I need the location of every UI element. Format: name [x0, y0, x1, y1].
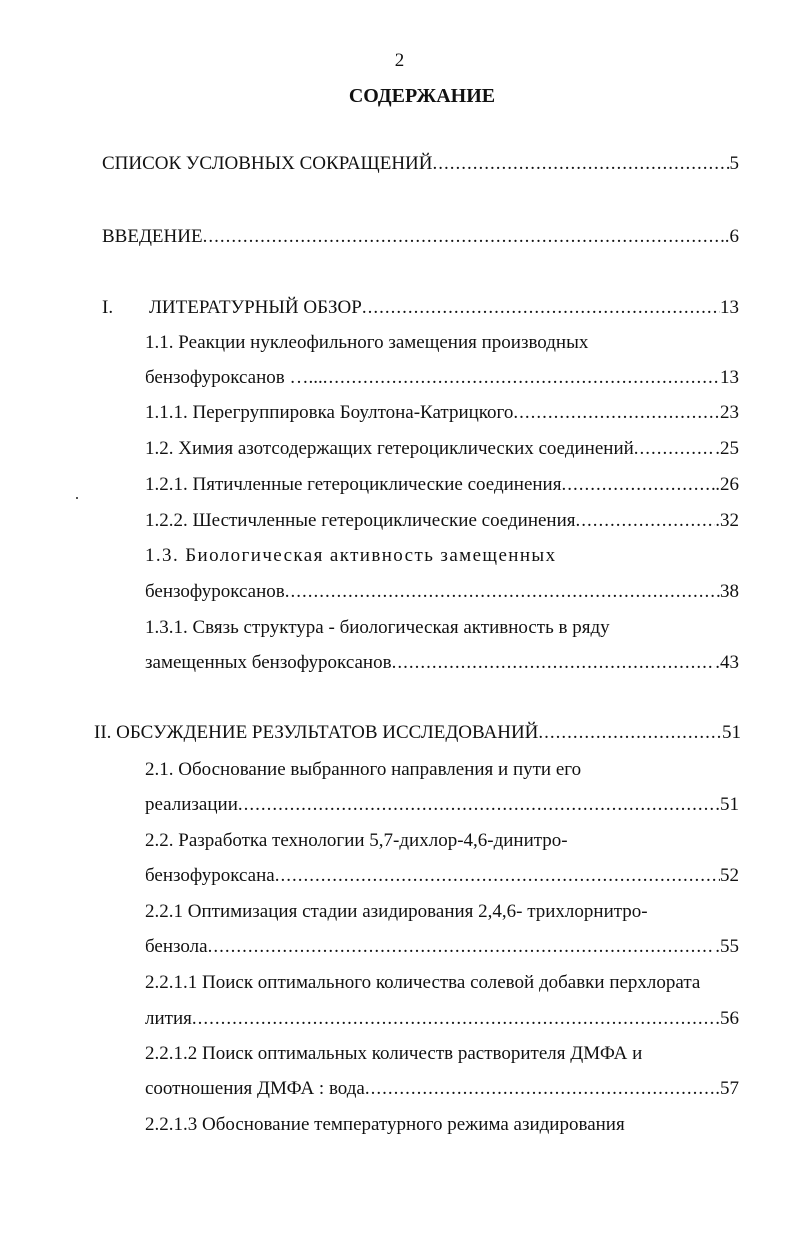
toc-entry-2-2-1-3[interactable]: 2.2.1.3 Обоснование температурного режима азидирования — [145, 1114, 625, 1135]
dot-leader — [192, 1007, 715, 1031]
toc-entry-page: .43 — [715, 652, 739, 673]
toc-entry-title: 1.2. Химия азотсодержащих гетероциклических соединений — [145, 438, 634, 459]
toc-entry-1-1[interactable] — [145, 366, 739, 390]
toc-entry-title: 1.2.1. Пятичленные гетероциклические соединения — [145, 474, 562, 495]
toc-entry-title: II. ОБСУЖДЕНИЕ РЕЗУЛЬТАТОВ ИССЛЕДОВАНИЙ — [94, 722, 539, 743]
dot-leader — [285, 580, 720, 604]
dot-leader — [275, 864, 720, 888]
toc-entry-title-line2: бензофуроксанов …... — [145, 367, 323, 388]
toc-entry-2-1[interactable] — [145, 793, 739, 817]
toc-entry-title-line2: бензола — [145, 936, 208, 957]
toc-entry-page: 52 — [720, 865, 739, 886]
toc-entry-page: 38 — [720, 581, 739, 602]
toc-entry-1-2-1[interactable] — [145, 473, 739, 497]
toc-entry-page: .25 — [715, 438, 739, 459]
toc-entry-page: 13 — [720, 367, 739, 388]
toc-entry-1-3[interactable] — [145, 580, 739, 604]
toc-entry-2-2-1[interactable] — [145, 935, 739, 959]
toc-entry-2-2-1-2[interactable] — [145, 1077, 739, 1101]
toc-entry-title-line1[interactable]: 2.2.1.1 Поиск оптимального количества солевой добавки перхлората — [145, 972, 701, 993]
dot-leader — [513, 401, 720, 425]
toc-entry-2-2-1-1[interactable] — [145, 1007, 739, 1031]
toc-entry-title-line2: бензофуроксанов — [145, 581, 285, 602]
toc-entry-2-2[interactable] — [145, 864, 739, 888]
dot-leader — [203, 225, 725, 249]
toc-entry-page: .56 — [715, 1008, 739, 1029]
toc-entry-title-line1[interactable]: 1.1. Реакции нуклеофильного замещения производных — [145, 332, 589, 353]
toc-entry-title-line1[interactable]: 2.1. Обоснование выбранного направления и пути его — [145, 759, 582, 780]
dot-leader — [576, 509, 716, 533]
dot-leader — [362, 296, 720, 320]
toc-entry-1-3-1[interactable] — [145, 651, 739, 675]
toc-entry-title-line1[interactable]: 1.3. Биологическая активность замещенных — [145, 545, 557, 566]
dot-leader — [365, 1077, 715, 1101]
toc-entry-1-2-2[interactable] — [145, 509, 739, 533]
dot-leader — [323, 366, 720, 390]
toc-entry-page: 5 — [729, 153, 739, 174]
toc-entry-title: СПИСОК УСЛОВНЫХ СОКРАЩЕНИЙ — [102, 153, 433, 174]
toc-entry-page: .32 — [715, 510, 739, 531]
page-title: СОДЕРЖАНИЕ — [348, 85, 496, 107]
dot-leader — [634, 437, 715, 461]
toc-entry-page: 23 — [720, 402, 739, 423]
toc-entry-title: 1.1.1. Перегруппировка Боултона-Катрицкого — [145, 402, 514, 423]
toc-entry-title-line2: бензофуроксана — [145, 865, 275, 886]
toc-entry-introduction[interactable] — [102, 225, 739, 249]
dot-leader — [238, 793, 715, 817]
toc-entry-title: 1.2.2. Шестичленные гетероциклические соединения — [145, 510, 576, 531]
toc-entry-title-line1[interactable]: 2.2.1.2 Поиск оптимальных количеств растворителя ДМФА и — [145, 1043, 643, 1064]
toc-entry-1-1-1[interactable] — [145, 401, 739, 425]
toc-entry-page: 51 — [722, 722, 741, 743]
dot-leader — [208, 935, 716, 959]
toc-entry-title-line1[interactable]: 2.2. Разработка технологии 5,7-дихлор-4,6-динитро- — [145, 830, 568, 851]
toc-entry-title-line2: соотношения ДМФА : вода — [145, 1078, 365, 1099]
toc-entry-page: .51 — [715, 794, 739, 815]
toc-entry-1-2[interactable] — [145, 437, 739, 461]
scan-speck — [76, 497, 78, 499]
dot-leader — [538, 721, 722, 745]
toc-entry-title: ЛИТЕРАТУРНЫЙ ОБЗОР — [149, 297, 362, 318]
toc-entry-title-line1[interactable]: 1.3.1. Связь структура - биологическая активность в ряду — [145, 617, 610, 638]
toc-entry-abbreviations[interactable] — [102, 152, 739, 176]
toc-entry-title-line1[interactable]: 2.2.1 Оптимизация стадии азидирования 2,4,6- трихлорнитро- — [145, 901, 648, 922]
toc-entry-page: .26 — [715, 474, 739, 495]
toc-entry-title-line2: замещенных бензофуроксанов — [145, 652, 392, 673]
toc-entry-page: 13 — [720, 297, 739, 318]
toc-entry-part2[interactable] — [94, 721, 741, 745]
toc-entry-title: ВВЕДЕНИЕ — [102, 226, 203, 247]
page-number: 2 — [394, 50, 405, 71]
toc-entry-part1[interactable] — [102, 296, 739, 320]
dot-leader — [433, 152, 730, 176]
toc-entry-page: .55 — [715, 936, 739, 957]
dot-leader — [561, 473, 715, 497]
toc-entry-title-line2: реализации — [145, 794, 238, 815]
toc-entry-page: .6 — [724, 226, 739, 247]
dot-leader — [392, 651, 716, 675]
toc-entry-page: .57 — [715, 1078, 739, 1099]
toc-entry-title-line2: лития — [145, 1008, 192, 1029]
toc-part-number: I. — [102, 297, 114, 318]
